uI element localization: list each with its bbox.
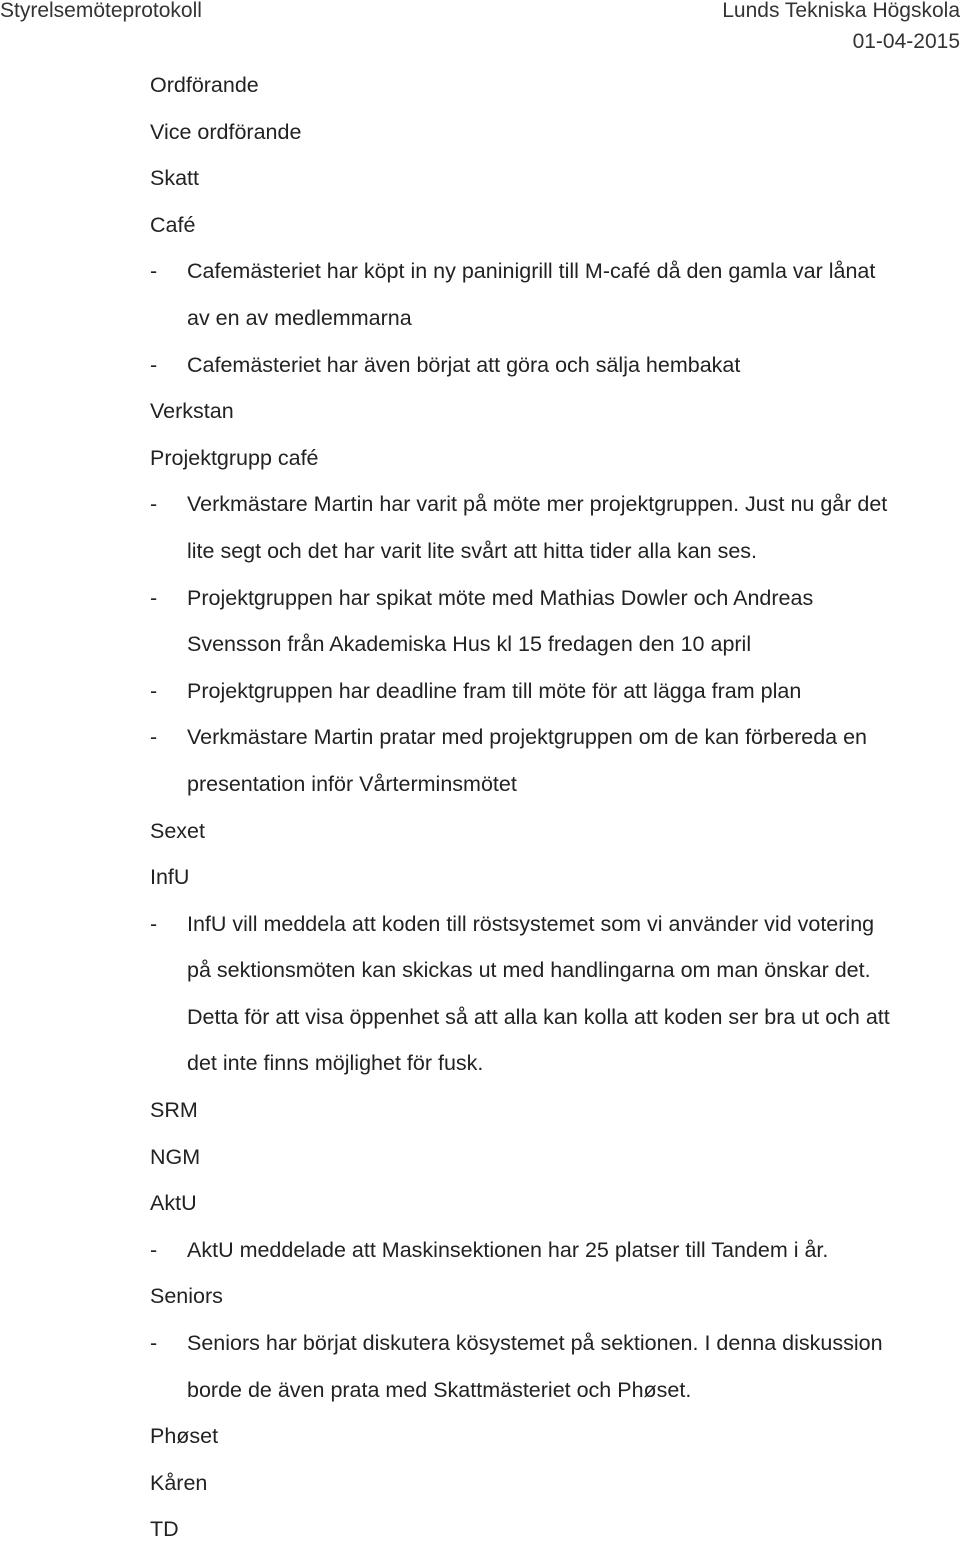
section-heading-text: AktU — [150, 1191, 197, 1216]
bullet-dash: - — [150, 585, 158, 610]
bullet-text: det inte finns möjlighet för fusk. — [187, 1051, 484, 1076]
bullet-item — [150, 714, 960, 761]
section-heading-text: Vice ordförande — [150, 119, 302, 144]
bullet-item — [150, 248, 960, 295]
bullet-text: Svensson från Akademiska Hus kl 15 fredagen den 10 april — [187, 632, 752, 657]
bullet-continuation — [150, 1040, 960, 1087]
section-heading — [150, 854, 960, 901]
bullet-text: på sektionsmöten kan skickas ut med handlingarna om man önskar det. — [187, 958, 871, 983]
bullet-dash: - — [150, 1237, 158, 1262]
bullet-continuation — [150, 621, 960, 668]
section-heading — [150, 109, 960, 156]
section-heading — [150, 1273, 960, 1320]
section-heading-text: Seniors — [150, 1284, 223, 1309]
section-heading-text: Sexet — [150, 818, 205, 843]
bullet-text: av en av medlemmarna — [187, 305, 412, 330]
section-heading — [150, 1506, 960, 1553]
section-heading — [150, 435, 960, 482]
bullet-continuation — [150, 994, 960, 1041]
bullet-text: Detta för att visa öppenhet så att alla kan kolla att koden ser bra ut och att — [187, 1004, 890, 1029]
section-heading-text: Ordförande — [150, 73, 259, 97]
bullet-text: AktU meddelade att Maskinsektionen har 25 platser till Tandem i år. — [187, 1237, 829, 1262]
bullet-text: InfU vill meddela att koden till röstsystemet som vi använder vid votering — [187, 911, 875, 936]
bullet-dash: - — [150, 725, 158, 750]
page-header — [0, 0, 960, 60]
bullet-item — [150, 481, 960, 528]
bullet-continuation — [150, 295, 960, 342]
section-heading — [150, 62, 960, 109]
bullet-text: Seniors har börjat diskutera kösystemet på sektionen. I denna diskussion — [187, 1331, 883, 1356]
bullet-item — [150, 901, 960, 948]
bullet-text: presentation inför Vårterminsmötet — [187, 771, 517, 796]
header-right — [722, 0, 960, 61]
section-heading-text: Kåren — [150, 1470, 208, 1495]
section-heading — [150, 808, 960, 855]
section-heading — [150, 155, 960, 202]
document-title: Styrelsemöteprotokoll — [0, 0, 202, 22]
section-heading-text: InfU — [150, 865, 190, 890]
bullet-dash: - — [150, 1331, 158, 1356]
bullet-text: borde de även prata med Skattmästeriet och Phøset. — [187, 1377, 692, 1402]
section-heading-text: TD — [150, 1517, 179, 1542]
section-heading — [150, 1413, 960, 1460]
bullet-text: Projektgruppen har spikat möte med Mathias Dowler och Andreas — [187, 585, 814, 610]
bullet-text: lite segt och det har varit lite svårt att hitta tider alla kan ses. — [187, 538, 758, 563]
organization-name: Lunds Tekniska Högskola — [722, 0, 960, 22]
section-heading-text: SRM — [150, 1098, 198, 1123]
section-heading — [150, 1460, 960, 1507]
bullet-text: Verkmästare Martin har varit på möte mer projektgruppen. Just nu går det — [187, 492, 888, 517]
bullet-continuation — [150, 761, 960, 808]
bullet-dash: - — [150, 678, 158, 703]
bullet-item — [150, 575, 960, 622]
bullet-dash: - — [150, 259, 158, 284]
bullet-text: Verkmästare Martin pratar med projektgruppen om de kan förbereda en — [187, 725, 868, 750]
section-heading-text: Projektgrupp café — [150, 445, 319, 470]
bullet-text: Cafemästeriet har köpt in ny paninigrill till M-café då den gamla var lånat — [187, 259, 876, 284]
section-heading-text: Verkstan — [150, 399, 234, 424]
section-heading — [150, 1087, 960, 1134]
section-heading-text: Café — [150, 212, 196, 237]
minutes-body — [150, 62, 960, 1553]
section-heading-text: NGM — [150, 1144, 201, 1169]
section-heading — [150, 388, 960, 435]
bullet-item — [150, 342, 960, 389]
bullet-dash: - — [150, 492, 158, 517]
bullet-item — [150, 668, 960, 715]
bullet-dash: - — [150, 911, 158, 936]
bullet-continuation — [150, 528, 960, 575]
section-heading — [150, 202, 960, 249]
section-heading-text: Phøset — [150, 1424, 219, 1449]
meeting-date: 01-04-2015 — [852, 30, 960, 53]
section-heading — [150, 1180, 960, 1227]
bullet-continuation — [150, 947, 960, 994]
bullet-dash: - — [150, 352, 158, 377]
bullet-text: Cafemästeriet har även börjat att göra och sälja hembakat — [187, 352, 741, 377]
section-heading-text: Skatt — [150, 166, 199, 191]
bullet-item — [150, 1320, 960, 1367]
section-heading — [150, 1134, 960, 1181]
bullet-continuation — [150, 1367, 960, 1414]
bullet-text: Projektgruppen har deadline fram till möte för att lägga fram plan — [187, 678, 802, 703]
bullet-item — [150, 1227, 960, 1274]
